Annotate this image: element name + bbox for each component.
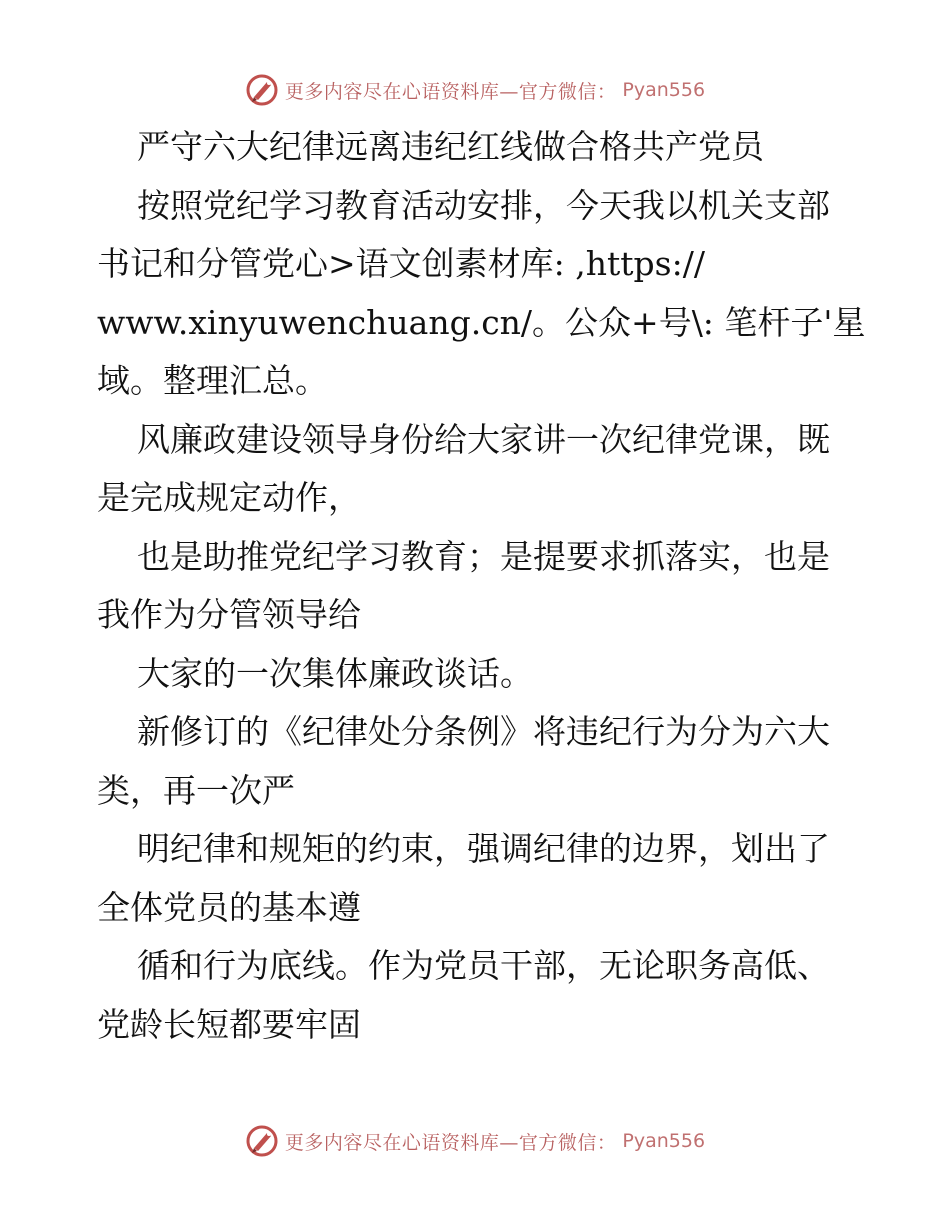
header-banner <box>0 70 950 110</box>
paragraph-line: www.xinyuwenchuang.cn/。公众+号\: 笔杆子'星 <box>97 302 866 342</box>
paragraph-line: 我作为分管领导给 <box>97 595 361 634</box>
pen-quill-logo-icon <box>245 1124 279 1158</box>
paragraph-line: 是完成规定动作， <box>97 478 361 517</box>
paragraph-line: 风廉政建设领导身份给大家讲一次纪律党课，既 <box>137 419 830 459</box>
paragraph-line: 循和行为底线。作为党员干部，无论职务高低、 <box>137 946 830 985</box>
paragraph-line: 域。整理汇总。 <box>97 361 328 400</box>
footer-banner <box>0 1121 950 1161</box>
pen-quill-logo-icon <box>245 73 279 107</box>
banner-wechat-id: Pyan556 <box>622 79 706 101</box>
banner-text: 更多内容尽在心语资料库—官方微信： <box>284 80 617 103</box>
paragraph-line: 书记和分管党心>语文创素材库: ,https:// <box>97 244 705 283</box>
paragraph-line: 类，再一次严 <box>97 770 295 810</box>
paragraph-line: 全体党员的基本遵 <box>97 887 361 927</box>
paragraph-line: 也是助推党纪学习教育；是提要求抓落实，也是 <box>137 536 830 576</box>
paragraph-line: 按照党纪学习教育活动安排，今天我以机关支部 <box>137 185 830 225</box>
paragraph-line: 新修订的《纪律处分条例》将违纪行为分为六大 <box>137 712 830 751</box>
paragraph-line: 明纪律和规矩的约束，强调纪律的边界，划出了 <box>137 829 830 868</box>
banner-text: 更多内容尽在心语资料库—官方微信： <box>284 1131 617 1154</box>
document-body <box>97 118 866 1054</box>
paragraph-line: 党龄长短都要牢固 <box>97 1004 361 1044</box>
banner-wechat-id: Pyan556 <box>622 1130 706 1152</box>
paragraph-line: 大家的一次集体廉政谈话。 <box>137 653 533 693</box>
document-title: 严守六大纪律远离违纪红线做合格共产党员 <box>137 127 764 166</box>
